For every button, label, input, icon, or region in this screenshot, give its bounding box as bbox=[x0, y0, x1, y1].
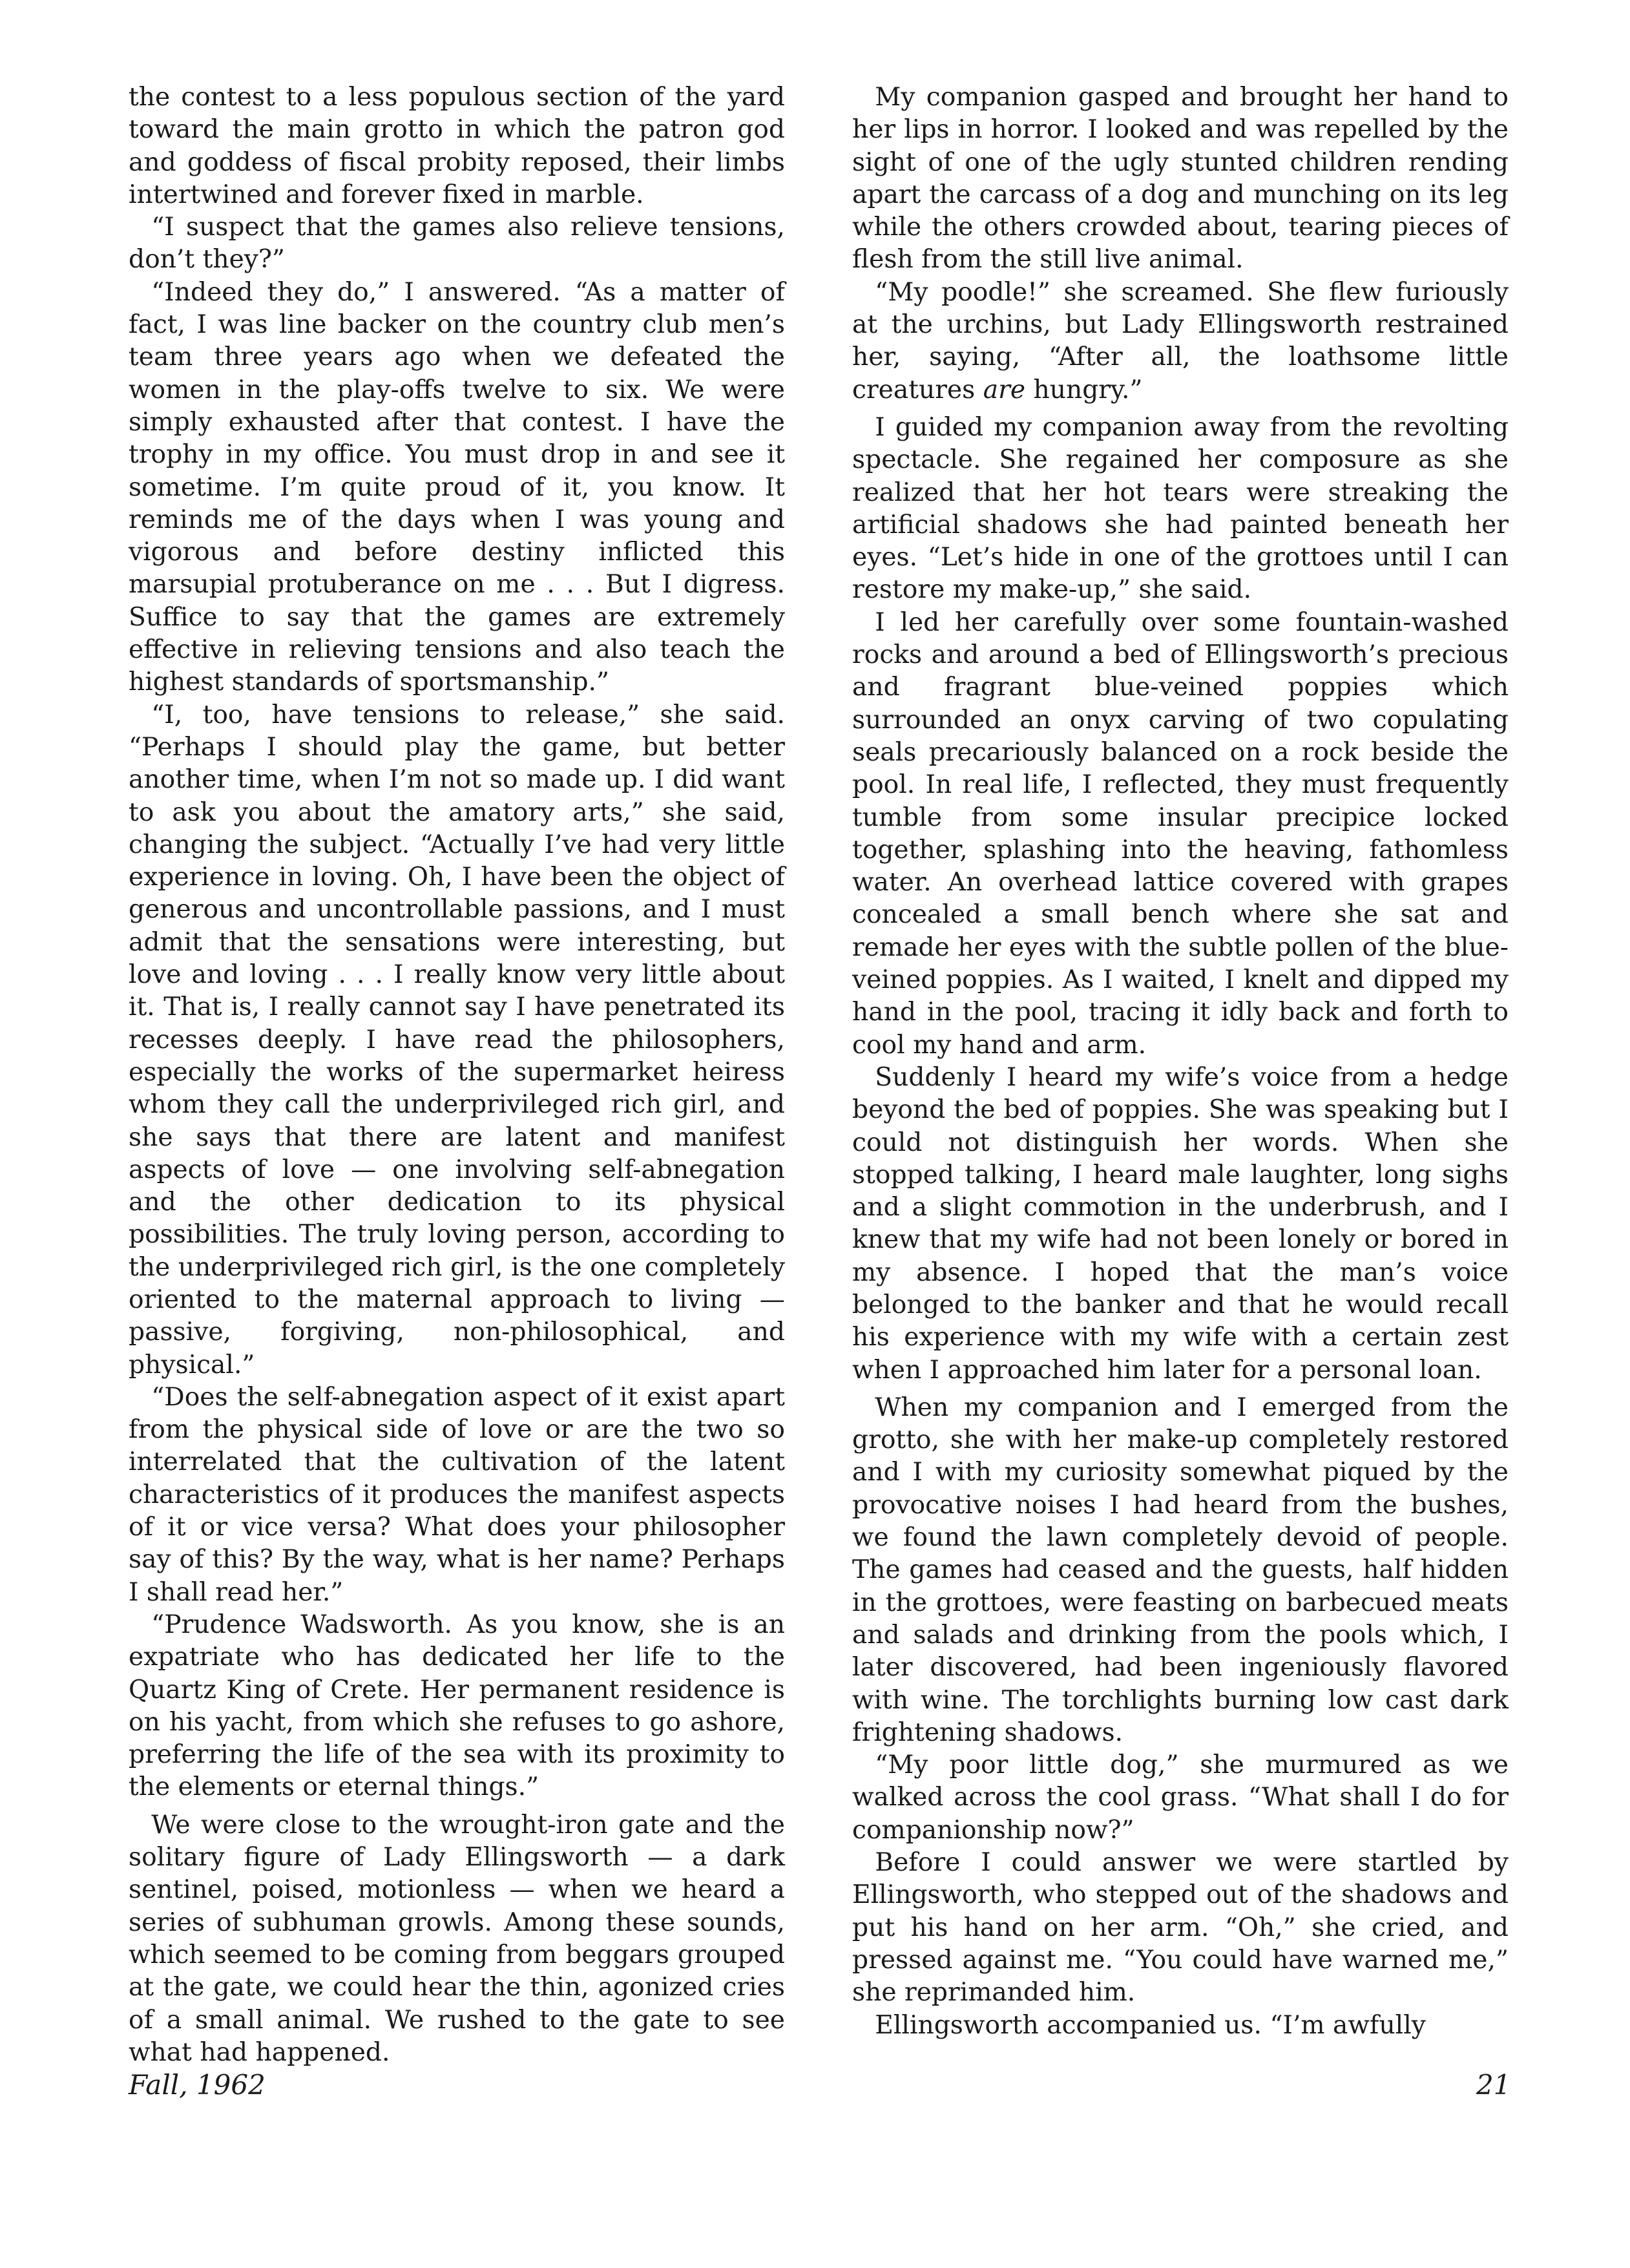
paragraph-text: hungry.” bbox=[1033, 375, 1143, 404]
paragraph: We were close to the wrought-iron gate and the solitary figure of Lady Ellingsworth — a dark sentinel, poised, motionless — when we heard a series of subhuman growls. Among these sounds, which seemed to be coming from beggars grouped at the gate, we could hear the thin, agonized cries of a small animal. We rushed to the gate to see what had happened. bbox=[129, 1810, 785, 2067]
left-column bbox=[129, 81, 785, 2069]
paragraph: “Does the self-abnegation aspect of it exist apart from the physical side of love or are the two so interrelated that the cultivation of the latent characteristics of it produces the manifest aspects of it or vice versa? What does your philosopher say of this? By the way, what is her name? Perhaps I shall read her.” bbox=[129, 1382, 785, 1607]
paragraph: “I suspect that the games also relieve tensions, don’t they?” bbox=[129, 213, 785, 275]
paragraph: “Prudence Wadsworth. As you know, she is an expatriate who has dedicated her life to the Quartz King of Crete. Her permanent residence is on his yacht, from which she refuses to go ashore, preferring the life of the sea with its proximity to the elements or eternal things.” bbox=[129, 1610, 785, 1802]
emphasis-text: are bbox=[983, 375, 1026, 404]
paragraph: “Indeed they do,” I answered. “As a matter of fact, I was line backer on the country club men’s team three years ago when we defeated the women in the play-offs twelve to six. We were simply exhausted after that contest. I have the trophy in my office. You must drop in and see it sometime. I’m quite proud of it, you know. It reminds me of the days when I was young and vigorous and before destiny inflicted this marsupial protuberance on me . . . But I digress. Suffice to say that the games are extremely effective in relieving tensions and also teach the highest standards of sportsmanship.” bbox=[129, 277, 785, 697]
paragraph: I led her carefully over some fountain-washed rocks and around a bed of Ellingsworth’s precious and fragrant blue-veined poppies which surrounded an onyx carving of two copulating seals precariously balanced on a rock beside the pool. In real life, I reflected, they must frequently tumble from some insular precipice locked together, splashing into the heaving, fathomless water. An overhead lattice covered with grapes concealed a small bench where she sat and remade her eyes with the subtle pollen of the blue-veined poppies. As I waited, I knelt and dipped my hand in the pool, tracing it idly back and forth to cool my hand and arm. bbox=[852, 607, 1509, 1060]
paragraph: the contest to a less populous section of the yard toward the main grotto in which the patron god and goddess of fiscal probity reposed, their limbs intertwined and forever fixed in marble. bbox=[129, 83, 785, 209]
paragraph: I guided my companion away from the revolting spectacle. She regained her composure as she realized that her hot tears were streaking the artificial shadows she had painted beneath her eyes. “Let’s hide in one of the grottoes until I can restore my make-up,” she said. bbox=[852, 412, 1509, 605]
paragraph: Suddenly I heard my wife’s voice from a hedge beyond the bed of poppies. She was speaking but I could not distinguish her words. When she stopped talking, I heard male laughter, long sighs and a slight commotion in the underbrush, and I knew that my wife had not been lonely or bored in my absence. I hoped that the man’s voice belonged to the banker and that he would recall his experience with my wife with a certain zest when I approached him later for a personal loan. bbox=[852, 1062, 1509, 1385]
issue-date: Fall, 1962 bbox=[129, 2069, 266, 2101]
paragraph: “My poor little dog,” she murmured as we walked across the cool grass. “What shall I do for companionship now?” bbox=[852, 1750, 1509, 1845]
paragraph: My companion gasped and brought her hand to her lips in horror. I looked and was repelled by the sight of one of the ugly stunted children rending apart the carcass of a dog and munching on its leg while the others crowded about, tearing pieces of flesh from the still live animal. bbox=[852, 83, 1509, 275]
paragraph-text: “My poodle!” she screamed. She flew furiously at the urchins, but Lady Ellingsworth restrained her, saying, “After all, the loathsome little creatures bbox=[852, 277, 1509, 404]
paragraph: “I, too, have tensions to release,” she said. “Perhaps I should play the game, but better another time, when I’m not so made up. I did want to ask you about the amatory arts,” she said, changing the subject. “Actually I’ve had very little experience in loving. Oh, I have been the object of generous and uncontrollable passions, and I must admit that the sensations were interesting, but love and loving . . . I really know very little about it. That is, I really cannot say I have penetrated its recesses deeply. I have read the philosophers, especially the works of the supermarket heiress whom they call the underprivileged rich girl, and she says that there are latent and manifest aspects of love — one involving self-abnegation and the other dedication to its physical possibilities. The truly loving person, according to the underprivileged rich girl, is the one completely oriented to the maternal approach to living — passive, forgiving, non-philosophical, and physical.” bbox=[129, 700, 785, 1380]
paragraph: Ellingsworth accompanied us. “I’m awfully bbox=[875, 2010, 1426, 2040]
right-column bbox=[852, 81, 1509, 2042]
paragraph: Before I could answer we were startled by Ellingsworth, who stepped out of the shadows and put his hand on her arm. “Oh,” she cried, and pressed against me. “You could have warned me,” she reprimanded him. bbox=[852, 1848, 1509, 2008]
page-number: 21 bbox=[1476, 2069, 1511, 2101]
paragraph: When my companion and I emerged from the grotto, she with her make-up completely restored and I with my curiosity somewhat piqued by the provocative noises I had heard from the bushes, we found the lawn completely devoid of people. The games had ceased and the guests, half hidden in the grottoes, were feasting on barbecued meats and salads and drinking from the pools which, I later discovered, had been ingeniously flavored with wine. The torchlights burning low cast dark frightening shadows. bbox=[852, 1392, 1509, 1747]
paragraph bbox=[852, 277, 1509, 406]
